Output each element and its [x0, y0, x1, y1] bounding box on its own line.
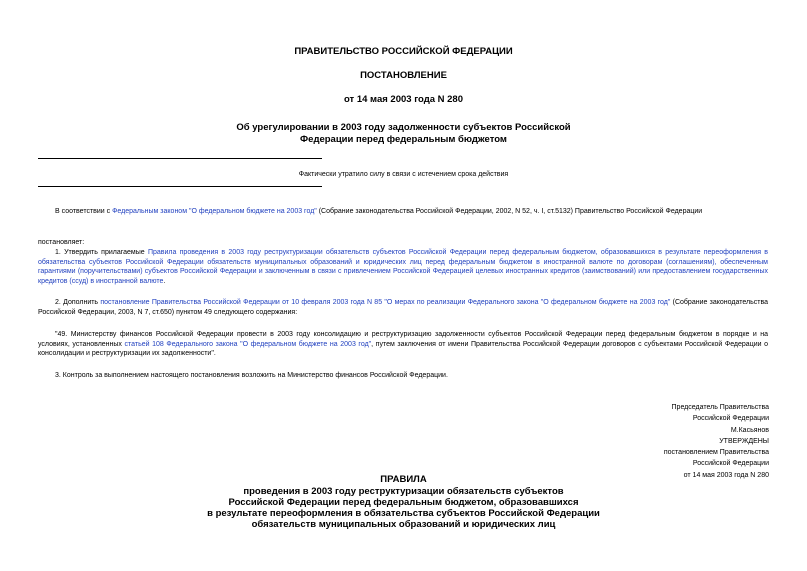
divider-bottom: [38, 186, 322, 187]
preamble: [38, 207, 768, 217]
divider-top: [38, 158, 322, 159]
federal-law-link[interactable]: Федеральным законом "О федеральном бюджете на 2003 год": [112, 208, 317, 215]
signature-line: Председатель Правительства: [671, 404, 769, 411]
item-49-prefix: "49. Министерству финансов Российской Федерации провести в 2003 году консолидацию и реструктуризацию задолженности субъектов Российской Федерации перед федеральным бюджетом в порядке и на условиях, установленных: [38, 331, 768, 348]
rules-title-line-3: в результате переоформления в обязательства субъектов Российской Федерации: [207, 508, 600, 519]
signature-line: Российской Федерации: [692, 415, 769, 423]
document-title-line-1: Об урегулировании в 2003 году задолженности субъектов Российской: [236, 122, 571, 133]
preamble-prefix: В соответствии с: [55, 208, 113, 215]
item-1-suffix: .: [163, 277, 166, 285]
article-108-link[interactable]: статьей 108 Федерального закона "О федеральном бюджете на 2003 год": [124, 340, 372, 348]
approval-line: от 14 мая 2003 года N 280: [683, 471, 769, 479]
rules-title-line-4: обязательств муниципальных образований и юридических лиц: [251, 519, 556, 530]
item-1-prefix: 1. Утвердить прилагаемые: [55, 249, 148, 256]
decides-text: постановляет:: [38, 239, 85, 246]
rules-link[interactable]: Правила проведения в 2003 году реструктуризации обязательств субъектов Российской Федерации перед федеральным бюджетом, образовавшихся в результате переоформления в обязательства субъектов Российской Федерации обязательств муниципальных образований и юридических лиц перед федеральным бюджетом в иностранной валюте по договорам (соглашениям), обеспеченным гарантиями (поручительствами) субъектов Российской Федерации и заключенным в связи с привлечением Российской Федерацией целевых иностранных кредитов (заимствований) или предоставлением государственных кредитов (ссуд) в иностранной валюте: [38, 249, 769, 285]
item-1: [38, 248, 768, 286]
item-2: [38, 298, 768, 317]
document-title-line-2: Федерации перед федеральным бюджетом: [300, 134, 507, 145]
preamble-suffix: (Собрание законодательства Российской Федерации, 2002, N 52, ч. I, ст.5132) Правительство Российской Федерации: [316, 208, 703, 215]
item-2-suffix: (Собрание законодательства Российской Федерации, 2003, N 7, ст.650) пунктом 49 следующего содержания:: [38, 299, 768, 316]
resolution-85-link[interactable]: постановление Правительства Российской Федерации от 10 февраля 2003 года N 85 "О мерах по реализации Федерального закона "О федеральном бюджете на 2003 год": [100, 299, 671, 306]
item-2-prefix: 2. Дополнить: [55, 299, 101, 306]
document-date-number: от 14 мая 2003 года N 280: [343, 94, 464, 105]
approval-line: УТВЕРЖДЕНЫ: [719, 437, 769, 445]
government-name: ПРАВИТЕЛЬСТВО РОССИЙСКОЙ ФЕДЕРАЦИИ: [294, 46, 513, 57]
approval-line: Российской Федерации: [692, 460, 769, 468]
rules-title-line-2: Российской Федерации перед федеральным бюджетом, образовавшихся: [228, 497, 579, 508]
approval-line: постановлением Правительства: [663, 449, 769, 457]
item-49: [38, 330, 768, 359]
document-type: ПОСТАНОВЛЕНИЕ: [360, 70, 447, 81]
status-note: Фактически утратило силу в связи с истечением срока действия: [298, 171, 509, 178]
rules-title-line-1: проведения в 2003 году реструктуризации обязательств субъектов: [243, 486, 564, 497]
signature-block: [664, 402, 769, 481]
rules-heading: ПРАВИЛА: [380, 474, 427, 485]
signature-line: М.Касьянов: [730, 426, 769, 434]
item-3: 3. Контроль за выполнением настоящего постановления возложить на Министерство финансов Российской Федерации.: [55, 372, 448, 379]
item-49-suffix: , путем заключения от имени Правительства Российской Федерации договоров с субъектами Российской Федерации о консолидации и реструктуризации их задолженности".: [38, 340, 769, 358]
